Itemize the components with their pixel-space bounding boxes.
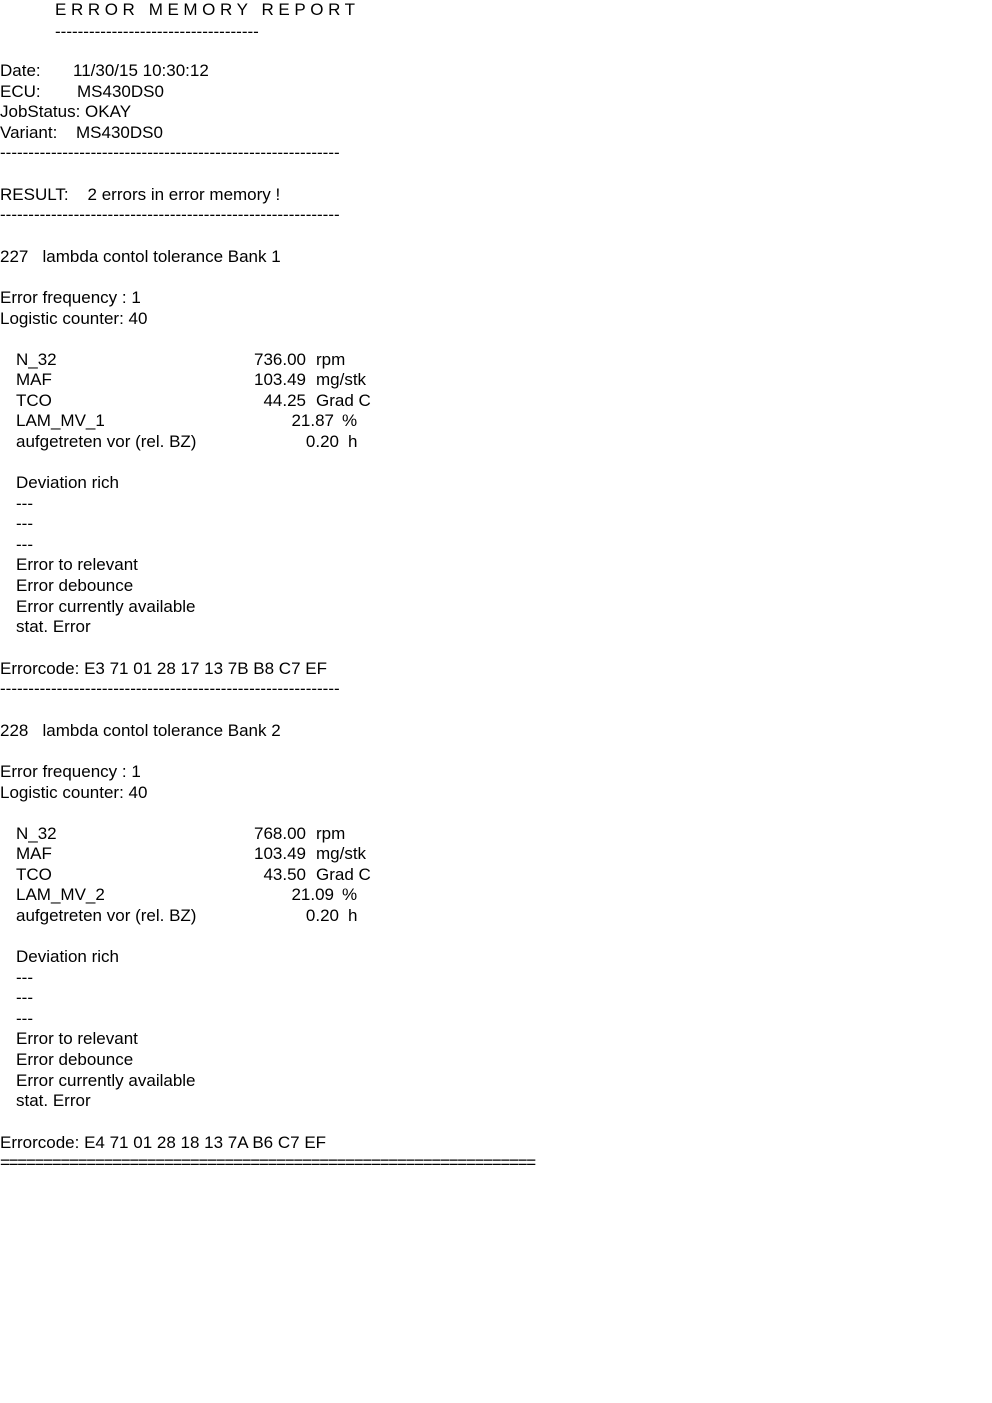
param-unit: rpm bbox=[316, 350, 346, 369]
error-heading: 228 lambda contol tolerance Bank 2 bbox=[0, 721, 281, 740]
ecu-value: MS430DS0 bbox=[77, 82, 164, 101]
param-value: 21.09 bbox=[291, 885, 334, 904]
status-line: Deviation rich bbox=[16, 473, 119, 492]
param-name: N_32 bbox=[16, 350, 57, 369]
param-unit: mg/stk bbox=[316, 370, 367, 389]
status-line: Error debounce bbox=[16, 576, 134, 595]
status-line: stat. Error bbox=[16, 1091, 91, 1110]
param-unit: % bbox=[342, 411, 358, 430]
status-line: Deviation rich bbox=[16, 947, 119, 966]
error-frequency: Error frequency : 1 bbox=[0, 288, 141, 307]
param-value: 44.25 bbox=[263, 391, 306, 410]
status-line: --- bbox=[16, 535, 33, 554]
param-value: 768.00 bbox=[254, 824, 306, 843]
status-line: --- bbox=[16, 968, 33, 987]
status-line: Error currently available bbox=[16, 597, 196, 616]
param-unit: Grad C bbox=[316, 391, 371, 410]
errorcode: Errorcode: E3 71 01 28 17 13 7B B8 C7 EF bbox=[0, 659, 327, 678]
errorcode: Errorcode: E4 71 01 28 18 13 7A B6 C7 EF bbox=[0, 1133, 327, 1152]
status-line: stat. Error bbox=[16, 617, 91, 636]
param-value: 0.20 bbox=[305, 906, 339, 925]
param-value: 0.20 bbox=[305, 432, 339, 451]
param-name: aufgetreten vor (rel. BZ) bbox=[16, 432, 197, 451]
status-line: Error to relevant bbox=[16, 555, 138, 574]
status-line: --- bbox=[16, 514, 33, 533]
param-name: TCO bbox=[16, 865, 52, 884]
variant-label: Variant: bbox=[0, 123, 58, 142]
param-unit: rpm bbox=[316, 824, 346, 843]
param-name: TCO bbox=[16, 391, 52, 410]
ecu-label: ECU: bbox=[0, 82, 41, 101]
param-value: 21.87 bbox=[291, 411, 334, 430]
status-line: --- bbox=[16, 988, 33, 1007]
param-value: 103.49 bbox=[254, 370, 306, 389]
param-value: 43.50 bbox=[263, 865, 306, 884]
title-underline: ------------------------------------ bbox=[55, 22, 259, 41]
error-heading: 227 lambda contol tolerance Bank 1 bbox=[0, 247, 281, 266]
date-label: Date: bbox=[0, 61, 41, 80]
status-line: Error to relevant bbox=[16, 1029, 138, 1048]
param-value: 103.49 bbox=[254, 844, 306, 863]
error-frequency: Error frequency : 1 bbox=[0, 762, 141, 781]
param-unit: Grad C bbox=[316, 865, 371, 884]
param-name: MAF bbox=[16, 370, 52, 389]
jobstatus: JobStatus: OKAY bbox=[0, 102, 132, 121]
status-line: --- bbox=[16, 1009, 33, 1028]
param-unit: h bbox=[348, 432, 358, 451]
param-value: 736.00 bbox=[254, 350, 306, 369]
param-name: LAM_MV_2 bbox=[16, 885, 105, 904]
status-line: --- bbox=[16, 494, 33, 513]
date-value: 11/30/15 10:30:12 bbox=[73, 61, 209, 80]
param-name: aufgetreten vor (rel. BZ) bbox=[16, 906, 197, 925]
variant-value: MS430DS0 bbox=[76, 123, 163, 142]
result-line: RESULT: 2 errors in error memory ! bbox=[0, 185, 281, 204]
param-unit: mg/stk bbox=[316, 844, 367, 863]
divider: ------------------------------------------------------------ bbox=[0, 679, 340, 698]
param-name: N_32 bbox=[16, 824, 57, 843]
status-line: Error debounce bbox=[16, 1050, 134, 1069]
report-title: ERROR MEMORY REPORT bbox=[55, 0, 360, 19]
divider: ------------------------------------------------------------ bbox=[0, 143, 340, 162]
final-divider: ============================================================== bbox=[0, 1153, 535, 1172]
param-unit: h bbox=[348, 906, 358, 925]
logistic-counter: Logistic counter: 40 bbox=[0, 309, 148, 328]
logistic-counter: Logistic counter: 40 bbox=[0, 783, 148, 802]
divider: ------------------------------------------------------------ bbox=[0, 205, 340, 224]
param-name: LAM_MV_1 bbox=[16, 411, 105, 430]
status-line: Error currently available bbox=[16, 1071, 196, 1090]
param-name: MAF bbox=[16, 844, 52, 863]
param-unit: % bbox=[342, 885, 358, 904]
